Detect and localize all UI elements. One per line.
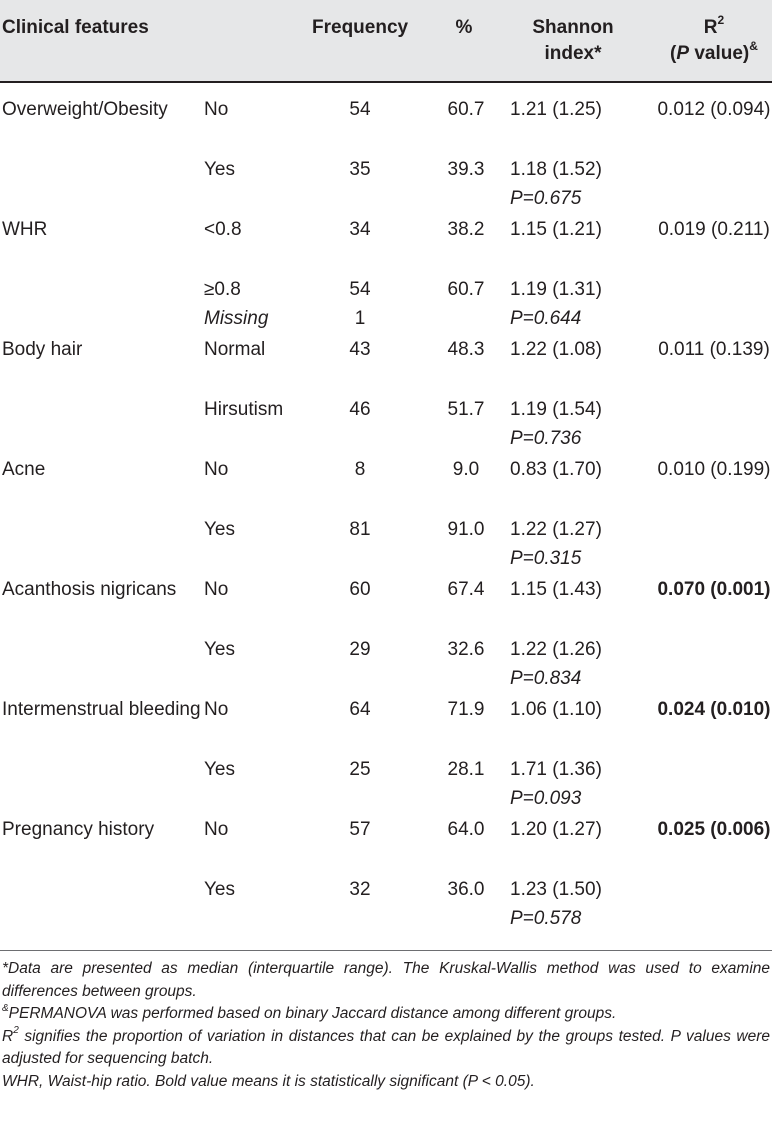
percent-value: 39.3 bbox=[447, 159, 485, 180]
header-shannon-line2: index* bbox=[544, 43, 602, 64]
header-percent: % bbox=[455, 17, 473, 38]
shannon-value: 1.71 (1.36) bbox=[510, 759, 602, 780]
header-frequency: Frequency bbox=[312, 17, 409, 38]
level-label: No bbox=[204, 699, 229, 720]
frequency-cell bbox=[330, 215, 390, 244]
percent-value: 36.0 bbox=[447, 879, 485, 900]
frequency-cell bbox=[330, 635, 390, 664]
shannon-cell bbox=[510, 875, 630, 933]
shannon-p-value: P=0.834 bbox=[510, 668, 582, 689]
level-label: Yes bbox=[204, 159, 235, 180]
percent-value: 91.0 bbox=[447, 519, 485, 540]
shannon-cell bbox=[510, 395, 630, 453]
footnote-kruskal: *Data are presented as median (interquartile range). The Kruskal-Wallis method was used to examine differences between groups. bbox=[2, 960, 770, 1000]
shannon-p-value: P=0.736 bbox=[510, 428, 582, 449]
level-cell bbox=[204, 95, 314, 124]
shannon-p-value: P=0.644 bbox=[510, 308, 582, 329]
header-r2-base: R bbox=[703, 17, 718, 38]
frequency-value: 29 bbox=[349, 639, 371, 660]
header-r2-sup: 2 bbox=[717, 12, 725, 27]
shannon-cell bbox=[510, 455, 630, 484]
level-cell bbox=[204, 335, 314, 364]
frequency-cell bbox=[330, 395, 390, 424]
shannon-value: 1.23 (1.50) bbox=[510, 879, 602, 900]
footnote-whr: WHR, Waist-hip ratio. Bold value means it is statistically significant (P < 0.05). bbox=[2, 1072, 535, 1090]
header-r2-value: value) bbox=[689, 43, 750, 64]
shannon-cell bbox=[510, 755, 630, 813]
table-row bbox=[0, 455, 772, 515]
table-group bbox=[0, 575, 772, 695]
level-cell bbox=[204, 755, 314, 784]
shannon-value: 1.19 (1.31) bbox=[510, 279, 602, 300]
table-row bbox=[0, 515, 772, 575]
footnote-permanova-text: PERMANOVA was performed based on binary Jaccard distance among different groups. bbox=[8, 1005, 617, 1022]
level-cell bbox=[204, 575, 314, 604]
feature-label: Acanthosis nigricans bbox=[2, 579, 177, 600]
level-label: Yes bbox=[204, 879, 235, 900]
level-label: Hirsutism bbox=[204, 399, 284, 420]
level-cell bbox=[204, 215, 314, 244]
percent-value: 60.7 bbox=[447, 279, 485, 300]
r2-value: 0.010 (0.199) bbox=[657, 459, 771, 480]
shannon-value: 1.18 (1.52) bbox=[510, 159, 602, 180]
level-label: No bbox=[204, 99, 229, 120]
frequency-value: 8 bbox=[354, 459, 366, 480]
shannon-value: 1.20 (1.27) bbox=[510, 819, 602, 840]
percent-value: 71.9 bbox=[447, 699, 485, 720]
shannon-value: 1.21 (1.25) bbox=[510, 99, 602, 120]
frequency-value: 60 bbox=[349, 579, 371, 600]
r2-value: 0.025 (0.006) bbox=[657, 819, 771, 840]
level-label: Yes bbox=[204, 519, 235, 540]
frequency-cell bbox=[330, 335, 390, 364]
shannon-cell bbox=[510, 695, 630, 724]
r2-value: 0.019 (0.211) bbox=[658, 219, 770, 240]
level-label: Normal bbox=[204, 339, 266, 360]
table-group bbox=[0, 455, 772, 575]
level-cell bbox=[204, 875, 314, 904]
shannon-value: 1.15 (1.21) bbox=[510, 219, 602, 240]
shannon-value: 1.22 (1.26) bbox=[510, 639, 602, 660]
shannon-value: 1.06 (1.10) bbox=[510, 699, 602, 720]
shannon-p-value: P=0.675 bbox=[510, 188, 582, 209]
table-row bbox=[0, 275, 772, 335]
missing-label: Missing bbox=[204, 308, 269, 329]
footnote-r2 bbox=[2, 1026, 770, 1071]
percent-value: 48.3 bbox=[447, 339, 485, 360]
table-group bbox=[0, 695, 772, 815]
table-footnotes bbox=[2, 958, 770, 1093]
table-row bbox=[0, 215, 772, 275]
r2-value: 0.070 (0.001) bbox=[657, 579, 771, 600]
table-row bbox=[0, 575, 772, 635]
level-cell bbox=[204, 395, 314, 424]
percent-value: 32.6 bbox=[447, 639, 485, 660]
frequency-cell bbox=[330, 755, 390, 784]
table-row bbox=[0, 755, 772, 815]
r2-value: 0.011 (0.139) bbox=[658, 339, 770, 360]
percent-value: 51.7 bbox=[447, 399, 485, 420]
table-row bbox=[0, 635, 772, 695]
shannon-value: 0.83 (1.70) bbox=[510, 459, 602, 480]
feature-label: Body hair bbox=[2, 339, 83, 360]
level-label: No bbox=[204, 819, 229, 840]
level-label: No bbox=[204, 579, 229, 600]
shannon-cell bbox=[510, 275, 630, 333]
frequency-cell bbox=[330, 455, 390, 484]
shannon-cell bbox=[510, 95, 630, 124]
frequency-value: 57 bbox=[349, 819, 371, 840]
shannon-cell bbox=[510, 155, 630, 213]
frequency-cell bbox=[330, 575, 390, 604]
header-shannon-index bbox=[508, 15, 638, 67]
header-r2-p: P bbox=[676, 43, 690, 64]
level-cell bbox=[204, 515, 314, 544]
shannon-value: 1.15 (1.43) bbox=[510, 579, 602, 600]
frequency-value: 25 bbox=[349, 759, 371, 780]
table-group bbox=[0, 335, 772, 455]
feature-label: Acne bbox=[2, 459, 46, 480]
level-cell bbox=[204, 275, 314, 333]
frequency-cell bbox=[330, 155, 390, 184]
header-clinical-features: Clinical features bbox=[2, 17, 149, 38]
footnote-r2-sup: 2 bbox=[13, 1025, 19, 1037]
level-label: ≥0.8 bbox=[204, 279, 241, 300]
frequency-value: 32 bbox=[349, 879, 371, 900]
shannon-value: 1.22 (1.27) bbox=[510, 519, 602, 540]
footnote-permanova bbox=[2, 1003, 770, 1026]
header-r2: $R^2$ (P value)& bbox=[670, 12, 758, 64]
table-row bbox=[0, 875, 772, 935]
level-cell bbox=[204, 695, 314, 724]
percent-value: 67.4 bbox=[447, 579, 485, 600]
feature-label: Overweight/Obesity bbox=[2, 99, 168, 120]
level-label: No bbox=[204, 459, 229, 480]
percent-value: 9.0 bbox=[452, 459, 480, 480]
header-shannon-line1: Shannon bbox=[532, 17, 614, 38]
feature-label: Intermenstrual bleeding bbox=[2, 699, 201, 720]
table-row bbox=[0, 335, 772, 395]
level-cell bbox=[204, 815, 314, 844]
level-label: Yes bbox=[204, 759, 235, 780]
header-divider bbox=[0, 81, 772, 83]
shannon-p-value: P=0.093 bbox=[510, 788, 582, 809]
feature-label: WHR bbox=[2, 219, 48, 240]
frequency-value: 34 bbox=[349, 219, 371, 240]
data-table bbox=[0, 95, 772, 935]
frequency-cell bbox=[330, 875, 390, 904]
frequency-value: 81 bbox=[349, 519, 371, 540]
header-r2-amp: & bbox=[749, 38, 758, 53]
percent-value: 60.7 bbox=[447, 99, 485, 120]
r2-value: 0.012 (0.094) bbox=[657, 99, 771, 120]
frequency-cell bbox=[330, 815, 390, 844]
shannon-cell bbox=[510, 335, 630, 364]
missing-frequency: 1 bbox=[354, 308, 366, 329]
frequency-cell bbox=[330, 515, 390, 544]
level-label: <0.8 bbox=[204, 219, 242, 240]
percent-value: 38.2 bbox=[447, 219, 485, 240]
shannon-cell bbox=[510, 575, 630, 604]
percent-value: 28.1 bbox=[447, 759, 485, 780]
table-row bbox=[0, 155, 772, 215]
level-cell bbox=[204, 155, 314, 184]
footnote-amp-mark: & bbox=[2, 1002, 9, 1014]
frequency-value: 43 bbox=[349, 339, 371, 360]
table-row bbox=[0, 395, 772, 455]
frequency-value: 35 bbox=[349, 159, 371, 180]
frequency-value: 54 bbox=[349, 279, 371, 300]
shannon-cell bbox=[510, 215, 630, 244]
frequency-value: 64 bbox=[349, 699, 371, 720]
level-cell bbox=[204, 455, 314, 484]
footnote-r2-letter: R bbox=[2, 1027, 14, 1045]
table-group bbox=[0, 215, 772, 335]
level-cell bbox=[204, 635, 314, 664]
table-group bbox=[0, 815, 772, 935]
frequency-value: 54 bbox=[349, 99, 371, 120]
table-row bbox=[0, 95, 772, 155]
level-label: Yes bbox=[204, 639, 235, 660]
frequency-cell bbox=[330, 695, 390, 724]
footnote-r2-text: signifies the proportion of variation in distances that can be explained by the groups tested. P values were adjusted for sequencing batch. bbox=[2, 1027, 770, 1067]
frequency-cell bbox=[330, 95, 390, 124]
table-row bbox=[0, 815, 772, 875]
shannon-value: 1.19 (1.54) bbox=[510, 399, 602, 420]
shannon-p-value: P=0.315 bbox=[510, 548, 582, 569]
shannon-cell bbox=[510, 635, 630, 693]
footer-divider bbox=[0, 950, 772, 951]
frequency-value: 46 bbox=[349, 399, 371, 420]
shannon-cell bbox=[510, 515, 630, 573]
frequency-cell bbox=[330, 275, 390, 333]
table-row bbox=[0, 695, 772, 755]
shannon-value: 1.22 (1.08) bbox=[510, 339, 602, 360]
feature-label: Pregnancy history bbox=[2, 819, 155, 840]
shannon-p-value: P=0.578 bbox=[510, 908, 582, 929]
table-group bbox=[0, 95, 772, 215]
r2-value: 0.024 (0.010) bbox=[657, 699, 771, 720]
shannon-cell bbox=[510, 815, 630, 844]
percent-value: 64.0 bbox=[447, 819, 485, 840]
